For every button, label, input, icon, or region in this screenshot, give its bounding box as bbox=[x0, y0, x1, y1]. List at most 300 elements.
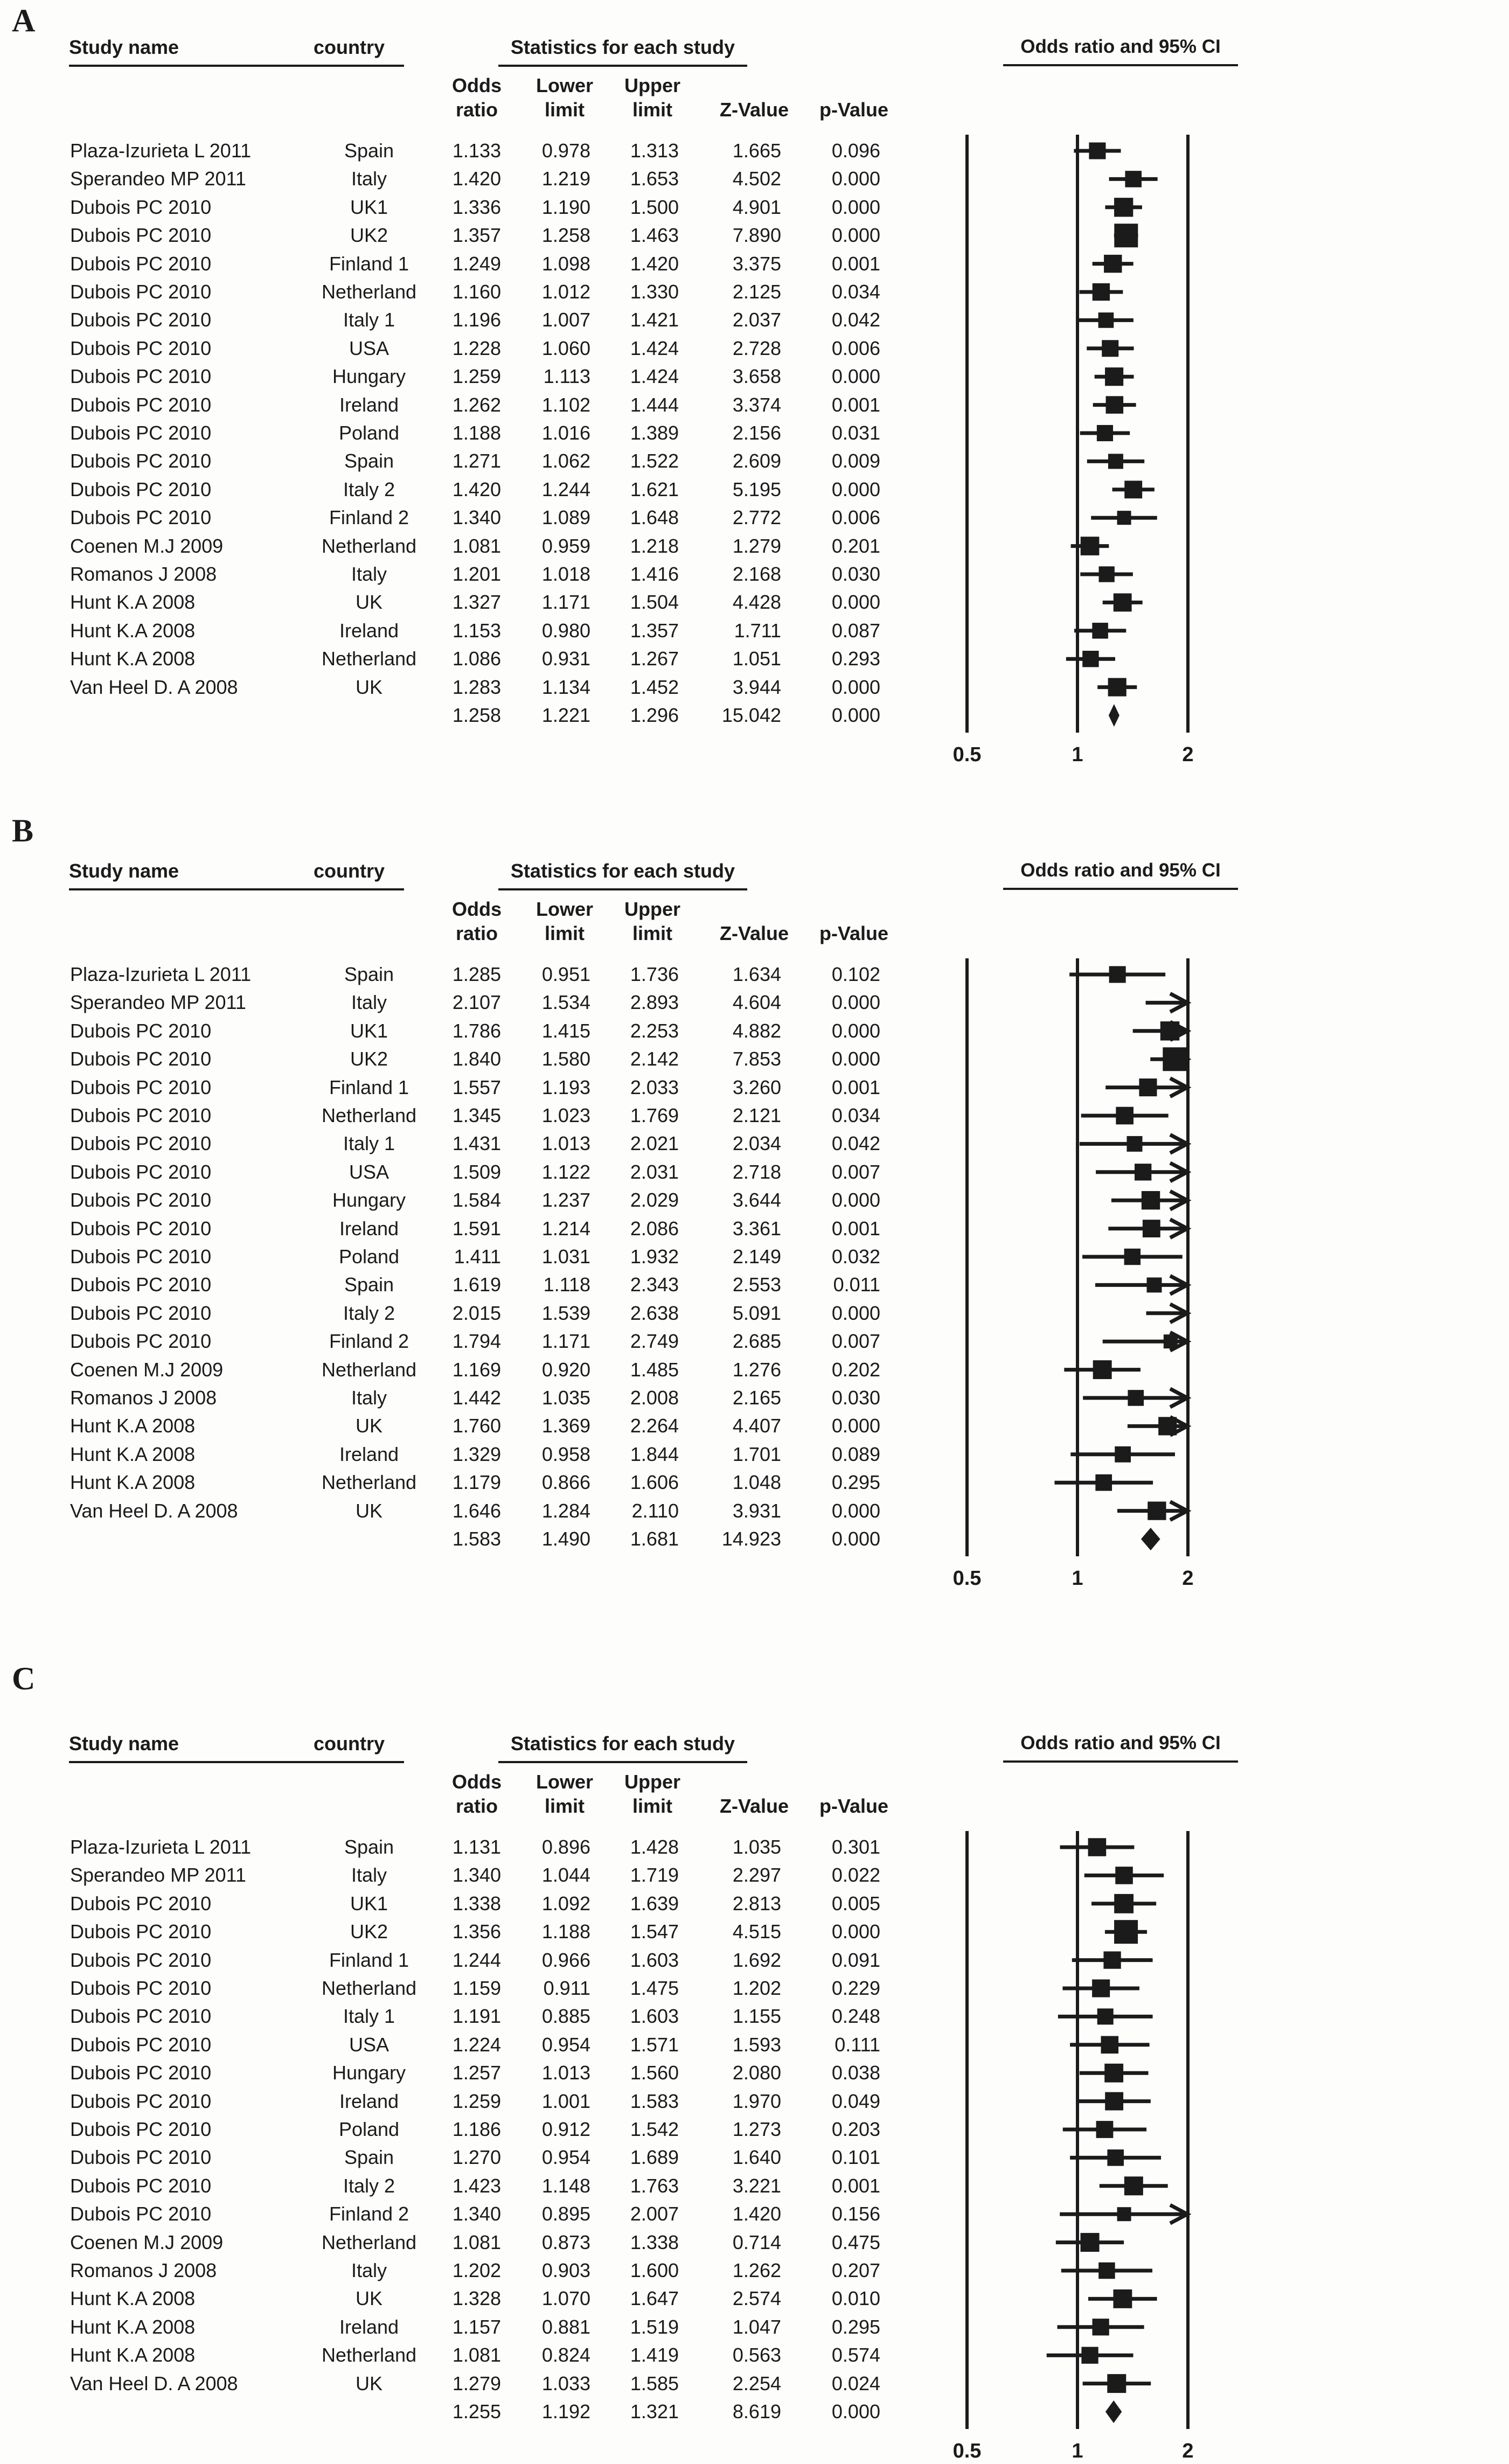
upper-limit-cell: 1.932 bbox=[630, 1245, 679, 1268]
upper-limit-cell: 1.444 bbox=[630, 394, 679, 416]
upper-limit-cell: 1.321 bbox=[630, 2400, 679, 2423]
lower-limit-cell: 1.539 bbox=[541, 1302, 590, 1324]
lower-limit-cell: 1.102 bbox=[541, 394, 590, 416]
or-square bbox=[1143, 1220, 1160, 1237]
or-square bbox=[1097, 425, 1113, 441]
lower-limit-cell: 1.031 bbox=[541, 1245, 590, 1268]
z-value-cell: 2.080 bbox=[732, 2062, 781, 2084]
odds-ratio-cell: 1.760 bbox=[452, 1415, 501, 1437]
z-value-cell: 4.882 bbox=[732, 1020, 781, 1042]
odds-ratio-cell: 1.356 bbox=[452, 1920, 501, 1943]
lower-limit-cell: 1.098 bbox=[541, 253, 590, 275]
odds-ratio-ci-header: Odds ratio and 95% CI bbox=[1003, 860, 1238, 890]
z-value-cell: 3.375 bbox=[732, 253, 781, 275]
country-cell: UK2 bbox=[350, 1920, 388, 1943]
summary-diamond bbox=[1105, 2400, 1122, 2423]
z-value-cell: 3.221 bbox=[732, 2175, 781, 2197]
upper-limit-cell: 1.522 bbox=[630, 450, 679, 472]
z-value-cell: 1.047 bbox=[732, 2316, 781, 2338]
odds-ratio-cell: 1.228 bbox=[452, 337, 501, 359]
z-value-cell: 7.890 bbox=[732, 224, 781, 246]
z-value-cell: 2.772 bbox=[732, 506, 781, 528]
z-value-cell: 1.202 bbox=[732, 1977, 781, 1999]
p-value-cell: 0.000 bbox=[831, 196, 880, 218]
study-name-cell: Dubois PC 2010 bbox=[70, 309, 212, 331]
z-value-cell: 2.685 bbox=[732, 1330, 781, 1352]
forest-plot bbox=[916, 948, 1266, 1602]
or-square bbox=[1127, 1136, 1143, 1152]
country-cell: Finland 1 bbox=[329, 1076, 409, 1098]
upper-limit-cell: 2.007 bbox=[630, 2203, 679, 2225]
z-value-cell: 15.042 bbox=[721, 704, 781, 726]
z-value-cell: 1.155 bbox=[732, 2005, 781, 2027]
or-square bbox=[1101, 2036, 1119, 2054]
upper-limit-cell: 1.603 bbox=[630, 2005, 679, 2027]
country-cell: Italy bbox=[351, 563, 387, 585]
study-name-cell: Dubois PC 2010 bbox=[70, 196, 212, 218]
study-name-cell: Dubois PC 2010 bbox=[70, 1076, 212, 1098]
upper-limit-cell: 1.313 bbox=[630, 140, 679, 162]
upper-limit-cell: 1.606 bbox=[630, 1471, 679, 1493]
study-name-cell: Dubois PC 2010 bbox=[70, 506, 212, 528]
column-header: ratio bbox=[455, 1795, 498, 1817]
p-value-cell: 0.034 bbox=[831, 281, 880, 303]
odds-ratio-cell: 1.338 bbox=[452, 1892, 501, 1915]
study-name-cell: Dubois PC 2010 bbox=[70, 1892, 212, 1915]
country-cell: Ireland bbox=[339, 2090, 399, 2112]
column-header: Upper bbox=[624, 74, 680, 96]
p-value-cell: 0.091 bbox=[831, 1949, 880, 1971]
odds-ratio-cell: 1.081 bbox=[452, 535, 501, 557]
country-cell: Netherland bbox=[321, 648, 417, 670]
axis-tick-label: 2 bbox=[1182, 743, 1194, 766]
or-square bbox=[1113, 2289, 1132, 2308]
panel-label: C bbox=[12, 1661, 36, 1696]
p-value-cell: 0.229 bbox=[831, 1977, 880, 1999]
study-name-cell: Coenen M.J 2009 bbox=[70, 1359, 224, 1381]
upper-limit-cell: 2.638 bbox=[630, 1302, 679, 1324]
upper-limit-cell: 2.033 bbox=[630, 1076, 679, 1098]
upper-limit-cell: 1.420 bbox=[630, 253, 679, 275]
column-header: Lower bbox=[536, 1771, 593, 1793]
axis-tick-label: 0.5 bbox=[952, 1567, 982, 1590]
study-name-cell: Dubois PC 2010 bbox=[70, 337, 212, 359]
lower-limit-cell: 0.866 bbox=[541, 1471, 590, 1493]
p-value-cell: 0.006 bbox=[831, 337, 880, 359]
study-name-cell: Dubois PC 2010 bbox=[70, 1161, 212, 1183]
z-value-cell: 1.035 bbox=[732, 1836, 781, 1858]
or-square bbox=[1082, 651, 1098, 667]
lower-limit-cell: 1.089 bbox=[541, 506, 590, 528]
country-cell: Italy 2 bbox=[343, 478, 395, 500]
lower-limit-cell: 1.284 bbox=[541, 1500, 590, 1522]
statistics-header: Statistics for each study bbox=[498, 36, 747, 67]
or-square bbox=[1104, 255, 1122, 273]
study-name-cell: Hunt K.A 2008 bbox=[70, 2344, 196, 2366]
or-square bbox=[1108, 678, 1126, 697]
upper-limit-cell: 1.648 bbox=[630, 506, 679, 528]
odds-ratio-cell: 1.285 bbox=[452, 963, 501, 985]
p-value-cell: 0.096 bbox=[831, 140, 880, 162]
lower-limit-cell: 1.013 bbox=[541, 2062, 590, 2084]
p-value-cell: 0.006 bbox=[831, 506, 880, 528]
study-name-cell: Van Heel D. A 2008 bbox=[70, 1500, 238, 1522]
lower-limit-cell: 1.060 bbox=[541, 337, 590, 359]
or-square bbox=[1097, 2008, 1114, 2024]
lower-limit-cell: 0.895 bbox=[541, 2203, 590, 2225]
study-name-cell: Hunt K.A 2008 bbox=[70, 1415, 196, 1437]
z-value-cell: 2.574 bbox=[732, 2287, 781, 2309]
z-value-cell: 2.125 bbox=[732, 281, 781, 303]
odds-ratio-cell: 1.340 bbox=[452, 2203, 501, 2225]
or-square bbox=[1114, 593, 1132, 611]
or-square bbox=[1147, 1277, 1162, 1292]
lower-limit-cell: 1.013 bbox=[541, 1132, 590, 1154]
z-value-cell: 1.692 bbox=[732, 1949, 781, 1971]
study-name-cell: Dubois PC 2010 bbox=[70, 1949, 212, 1971]
country-cell: Finland 2 bbox=[329, 506, 409, 528]
z-value-cell: 0.563 bbox=[732, 2344, 781, 2366]
or-square bbox=[1124, 481, 1142, 498]
odds-ratio-cell: 2.107 bbox=[452, 991, 501, 1013]
p-value-cell: 0.000 bbox=[831, 2400, 880, 2423]
p-value-cell: 0.042 bbox=[831, 1132, 880, 1154]
odds-ratio-cell: 1.509 bbox=[452, 1161, 501, 1183]
z-value-cell: 3.260 bbox=[732, 1076, 781, 1098]
z-value-cell: 14.923 bbox=[721, 1528, 781, 1550]
z-value-cell: 4.604 bbox=[732, 991, 781, 1013]
study-name-cell: Dubois PC 2010 bbox=[70, 281, 212, 303]
upper-limit-cell: 1.621 bbox=[630, 478, 679, 500]
z-value-cell: 7.853 bbox=[732, 1048, 781, 1070]
column-header: Odds bbox=[451, 1771, 502, 1793]
lower-limit-cell: 1.122 bbox=[541, 1161, 590, 1183]
odds-ratio-cell: 1.584 bbox=[452, 1189, 501, 1211]
study-name-cell: Dubois PC 2010 bbox=[70, 450, 212, 472]
lower-limit-cell: 1.192 bbox=[541, 2400, 590, 2423]
lower-limit-cell: 1.035 bbox=[541, 1387, 590, 1409]
z-value-cell: 1.276 bbox=[732, 1359, 781, 1381]
study-name-cell: Van Heel D. A 2008 bbox=[70, 2372, 238, 2395]
z-value-cell: 3.644 bbox=[732, 1189, 781, 1211]
upper-limit-cell: 1.452 bbox=[630, 676, 679, 698]
p-value-cell: 0.574 bbox=[831, 2344, 880, 2366]
country-header: country bbox=[313, 860, 385, 882]
z-value-cell: 2.297 bbox=[732, 1864, 781, 1886]
z-value-cell: 2.718 bbox=[732, 1161, 781, 1183]
p-value-cell: 0.010 bbox=[831, 2287, 880, 2309]
statistics-header: Statistics for each study bbox=[498, 860, 747, 890]
axis-tick-label: 0.5 bbox=[952, 2440, 982, 2462]
z-value-cell: 0.714 bbox=[732, 2231, 781, 2253]
country-cell: Italy bbox=[351, 1864, 387, 1886]
column-header: ratio bbox=[455, 922, 498, 944]
or-square bbox=[1092, 1979, 1110, 1997]
odds-ratio-cell: 1.157 bbox=[452, 2316, 501, 2338]
country-cell: Poland bbox=[338, 1245, 400, 1268]
country-cell: Spain bbox=[344, 2146, 394, 2168]
odds-ratio-cell: 1.431 bbox=[452, 1132, 501, 1154]
country-cell: Netherland bbox=[321, 1977, 417, 1999]
study-name-cell: Dubois PC 2010 bbox=[70, 253, 212, 275]
country-cell: Finland 1 bbox=[329, 1949, 409, 1971]
study-name-cell: Dubois PC 2010 bbox=[70, 224, 212, 246]
upper-limit-cell: 2.253 bbox=[630, 1020, 679, 1042]
odds-ratio-cell: 1.131 bbox=[452, 1836, 501, 1858]
odds-ratio-cell: 1.786 bbox=[452, 1020, 501, 1042]
or-square bbox=[1117, 511, 1131, 525]
country-cell: UK bbox=[355, 1415, 383, 1437]
p-value-cell: 0.001 bbox=[831, 2175, 880, 2197]
odds-ratio-cell: 1.257 bbox=[452, 2062, 501, 2084]
p-value-cell: 0.203 bbox=[831, 2118, 880, 2140]
country-header: country bbox=[313, 36, 385, 58]
country-cell: USA bbox=[349, 337, 390, 359]
z-value-cell: 4.428 bbox=[732, 591, 781, 613]
p-value-cell: 0.102 bbox=[831, 963, 880, 985]
or-square bbox=[1093, 1360, 1112, 1379]
upper-limit-cell: 1.603 bbox=[630, 1949, 679, 1971]
upper-limit-cell: 1.560 bbox=[630, 2062, 679, 2084]
country-cell: Finland 2 bbox=[329, 2203, 409, 2225]
odds-ratio-cell: 1.271 bbox=[452, 450, 501, 472]
lower-limit-cell: 1.044 bbox=[541, 1864, 590, 1886]
p-value-cell: 0.038 bbox=[831, 2062, 880, 2084]
axis-tick-label: 1 bbox=[1072, 1567, 1083, 1590]
z-value-cell: 4.502 bbox=[732, 168, 781, 190]
odds-ratio-ci-header: Odds ratio and 95% CI bbox=[1003, 36, 1238, 66]
upper-limit-cell: 2.110 bbox=[631, 1500, 679, 1522]
p-value-cell: 0.042 bbox=[831, 309, 880, 331]
lower-limit-cell: 1.062 bbox=[541, 450, 590, 472]
country-cell: Spain bbox=[344, 140, 394, 162]
country-cell: Italy 1 bbox=[343, 309, 395, 331]
odds-ratio-cell: 1.188 bbox=[452, 422, 501, 444]
study-country-header bbox=[69, 860, 404, 890]
study-name-header: Study name bbox=[69, 1732, 179, 1755]
lower-limit-cell: 0.896 bbox=[541, 1836, 590, 1858]
study-name-cell: Dubois PC 2010 bbox=[70, 1245, 212, 1268]
study-name-cell: Sperandeo MP 2011 bbox=[70, 168, 246, 190]
z-value-cell: 4.407 bbox=[732, 1415, 781, 1437]
p-value-cell: 0.007 bbox=[831, 1161, 880, 1183]
or-square bbox=[1093, 2319, 1109, 2335]
odds-ratio-cell: 1.340 bbox=[452, 1864, 501, 1886]
or-square bbox=[1114, 1920, 1138, 1944]
country-cell: Netherland bbox=[321, 281, 417, 303]
odds-ratio-cell: 1.191 bbox=[452, 2005, 501, 2027]
p-value-cell: 0.000 bbox=[831, 168, 880, 190]
country-header: country bbox=[313, 1732, 385, 1755]
odds-ratio-cell: 1.336 bbox=[452, 196, 501, 218]
odds-ratio-ci-header: Odds ratio and 95% CI bbox=[1003, 1732, 1238, 1763]
upper-limit-cell: 1.769 bbox=[630, 1104, 679, 1126]
country-cell: Spain bbox=[344, 450, 394, 472]
upper-limit-cell: 1.689 bbox=[630, 2146, 679, 2168]
column-header: ratio bbox=[455, 99, 498, 121]
lower-limit-cell: 0.903 bbox=[541, 2259, 590, 2281]
summary-diamond bbox=[1141, 1528, 1160, 1550]
study-name-cell: Hunt K.A 2008 bbox=[70, 2287, 196, 2309]
country-cell: Poland bbox=[338, 2118, 400, 2140]
study-name-cell: Dubois PC 2010 bbox=[70, 1302, 212, 1324]
axis-tick-label: 1 bbox=[1072, 2440, 1083, 2462]
or-square bbox=[1114, 1894, 1134, 1913]
panel-label: B bbox=[12, 813, 34, 848]
lower-limit-cell: 1.258 bbox=[541, 224, 590, 246]
z-value-cell: 2.254 bbox=[732, 2372, 781, 2395]
lower-limit-cell: 0.885 bbox=[541, 2005, 590, 2027]
upper-limit-cell: 1.419 bbox=[630, 2344, 679, 2366]
or-square bbox=[1116, 1107, 1134, 1125]
or-square bbox=[1103, 1951, 1121, 1968]
lower-limit-cell: 0.978 bbox=[541, 140, 590, 162]
odds-ratio-cell: 1.086 bbox=[452, 648, 501, 670]
upper-limit-cell: 1.844 bbox=[630, 1443, 679, 1465]
country-cell: UK2 bbox=[350, 224, 388, 246]
study-name-cell: Dubois PC 2010 bbox=[70, 2034, 212, 2056]
country-cell: Netherland bbox=[321, 535, 417, 557]
column-header: Z-Value bbox=[719, 1795, 789, 1817]
upper-limit-cell: 1.267 bbox=[630, 648, 679, 670]
study-name-cell: Hunt K.A 2008 bbox=[70, 2316, 196, 2338]
lower-limit-cell: 1.190 bbox=[541, 196, 590, 218]
or-square bbox=[1105, 367, 1123, 386]
country-cell: UK bbox=[355, 591, 383, 613]
upper-limit-cell: 1.485 bbox=[630, 1359, 679, 1381]
lower-limit-cell: 0.824 bbox=[541, 2344, 590, 2366]
or-square bbox=[1098, 312, 1114, 328]
lower-limit-cell: 1.134 bbox=[541, 676, 590, 698]
or-square bbox=[1095, 1474, 1112, 1491]
lower-limit-cell: 0.912 bbox=[541, 2118, 590, 2140]
p-value-cell: 0.000 bbox=[831, 1189, 880, 1211]
country-cell: Netherland bbox=[321, 1104, 417, 1126]
p-value-cell: 0.009 bbox=[831, 450, 880, 472]
upper-limit-cell: 1.719 bbox=[630, 1864, 679, 1886]
odds-ratio-cell: 1.345 bbox=[452, 1104, 501, 1126]
p-value-cell: 0.001 bbox=[831, 253, 880, 275]
odds-ratio-cell: 1.259 bbox=[452, 2090, 501, 2112]
p-value-cell: 0.000 bbox=[831, 1500, 880, 1522]
country-cell: UK1 bbox=[350, 196, 388, 218]
odds-ratio-cell: 1.557 bbox=[452, 1076, 501, 1098]
p-value-cell: 0.031 bbox=[831, 422, 880, 444]
p-value-cell: 0.000 bbox=[831, 1302, 880, 1324]
z-value-cell: 1.640 bbox=[732, 2146, 781, 2168]
odds-ratio-cell: 1.411 bbox=[454, 1245, 501, 1268]
column-header: p-Value bbox=[819, 99, 889, 121]
study-name-cell: Dubois PC 2010 bbox=[70, 1920, 212, 1943]
lower-limit-cell: 0.958 bbox=[541, 1443, 590, 1465]
study-name-cell: Sperandeo MP 2011 bbox=[70, 1864, 246, 1886]
or-square bbox=[1108, 454, 1123, 469]
lower-limit-cell: 1.219 bbox=[541, 168, 590, 190]
p-value-cell: 0.089 bbox=[831, 1443, 880, 1465]
column-header: limit bbox=[544, 99, 585, 121]
lower-limit-cell: 0.954 bbox=[541, 2034, 590, 2056]
or-square bbox=[1115, 1867, 1133, 1884]
study-name-cell: Dubois PC 2010 bbox=[70, 2203, 212, 2225]
upper-limit-cell: 2.142 bbox=[630, 1048, 679, 1070]
odds-ratio-cell: 1.133 bbox=[452, 140, 501, 162]
country-cell: Finland 2 bbox=[329, 1330, 409, 1352]
lower-limit-cell: 0.881 bbox=[541, 2316, 590, 2338]
p-value-cell: 0.207 bbox=[831, 2259, 880, 2281]
z-value-cell: 3.944 bbox=[732, 676, 781, 698]
country-cell: Ireland bbox=[339, 1443, 399, 1465]
upper-limit-cell: 1.296 bbox=[630, 704, 679, 726]
lower-limit-cell: 1.193 bbox=[541, 1076, 590, 1098]
or-square bbox=[1124, 1249, 1141, 1265]
upper-limit-cell: 1.600 bbox=[630, 2259, 679, 2281]
p-value-cell: 0.301 bbox=[831, 1836, 880, 1858]
odds-ratio-cell: 1.186 bbox=[452, 2118, 501, 2140]
odds-ratio-cell: 1.327 bbox=[452, 591, 501, 613]
column-header: Lower bbox=[536, 74, 593, 96]
lower-limit-cell: 1.490 bbox=[541, 1528, 590, 1550]
or-square bbox=[1081, 2347, 1098, 2364]
p-value-cell: 0.001 bbox=[831, 1217, 880, 1240]
z-value-cell: 1.970 bbox=[732, 2090, 781, 2112]
or-square bbox=[1164, 1334, 1178, 1348]
column-header: Odds bbox=[451, 898, 502, 920]
upper-limit-cell: 1.416 bbox=[630, 563, 679, 585]
column-header: p-Value bbox=[819, 1795, 889, 1817]
lower-limit-cell: 1.580 bbox=[541, 1048, 590, 1070]
study-name-cell: Dubois PC 2010 bbox=[70, 1189, 212, 1211]
p-value-cell: 0.030 bbox=[831, 563, 880, 585]
p-value-cell: 0.000 bbox=[831, 676, 880, 698]
odds-ratio-cell: 1.081 bbox=[452, 2231, 501, 2253]
odds-ratio-cell: 1.420 bbox=[452, 168, 501, 190]
z-value-cell: 1.051 bbox=[732, 648, 781, 670]
or-square bbox=[1107, 2149, 1124, 2166]
z-value-cell: 1.593 bbox=[732, 2034, 781, 2056]
or-square bbox=[1081, 537, 1100, 555]
upper-limit-cell: 1.338 bbox=[630, 2231, 679, 2253]
country-cell: Netherland bbox=[321, 1359, 417, 1381]
lower-limit-cell: 1.171 bbox=[541, 591, 590, 613]
study-name-cell: Dubois PC 2010 bbox=[70, 2005, 212, 2027]
country-cell: Netherland bbox=[321, 2344, 417, 2366]
p-value-cell: 0.005 bbox=[831, 1892, 880, 1915]
p-value-cell: 0.156 bbox=[831, 2203, 880, 2225]
country-cell: Ireland bbox=[339, 394, 399, 416]
upper-limit-cell: 2.021 bbox=[630, 1132, 679, 1154]
upper-limit-cell: 1.500 bbox=[630, 196, 679, 218]
or-square bbox=[1105, 2092, 1123, 2111]
odds-ratio-cell: 1.196 bbox=[452, 309, 501, 331]
or-square bbox=[1115, 1446, 1131, 1463]
z-value-cell: 5.091 bbox=[732, 1302, 781, 1324]
country-cell: Finland 1 bbox=[329, 253, 409, 275]
country-cell: Italy bbox=[351, 168, 387, 190]
z-value-cell: 8.619 bbox=[732, 2400, 781, 2423]
study-name-cell: Dubois PC 2010 bbox=[70, 1273, 212, 1296]
lower-limit-cell: 1.018 bbox=[541, 563, 590, 585]
study-name-cell: Hunt K.A 2008 bbox=[70, 1471, 196, 1493]
upper-limit-cell: 2.008 bbox=[630, 1387, 679, 1409]
lower-limit-cell: 0.920 bbox=[541, 1359, 590, 1381]
upper-limit-cell: 1.639 bbox=[630, 1892, 679, 1915]
study-name-cell: Dubois PC 2010 bbox=[70, 2175, 212, 2197]
lower-limit-cell: 1.033 bbox=[541, 2372, 590, 2395]
odds-ratio-cell: 1.169 bbox=[452, 1359, 501, 1381]
odds-ratio-cell: 1.423 bbox=[452, 2175, 501, 2197]
study-name-header: Study name bbox=[69, 36, 179, 58]
study-name-cell: Plaza-Izurieta L 2011 bbox=[70, 140, 252, 162]
